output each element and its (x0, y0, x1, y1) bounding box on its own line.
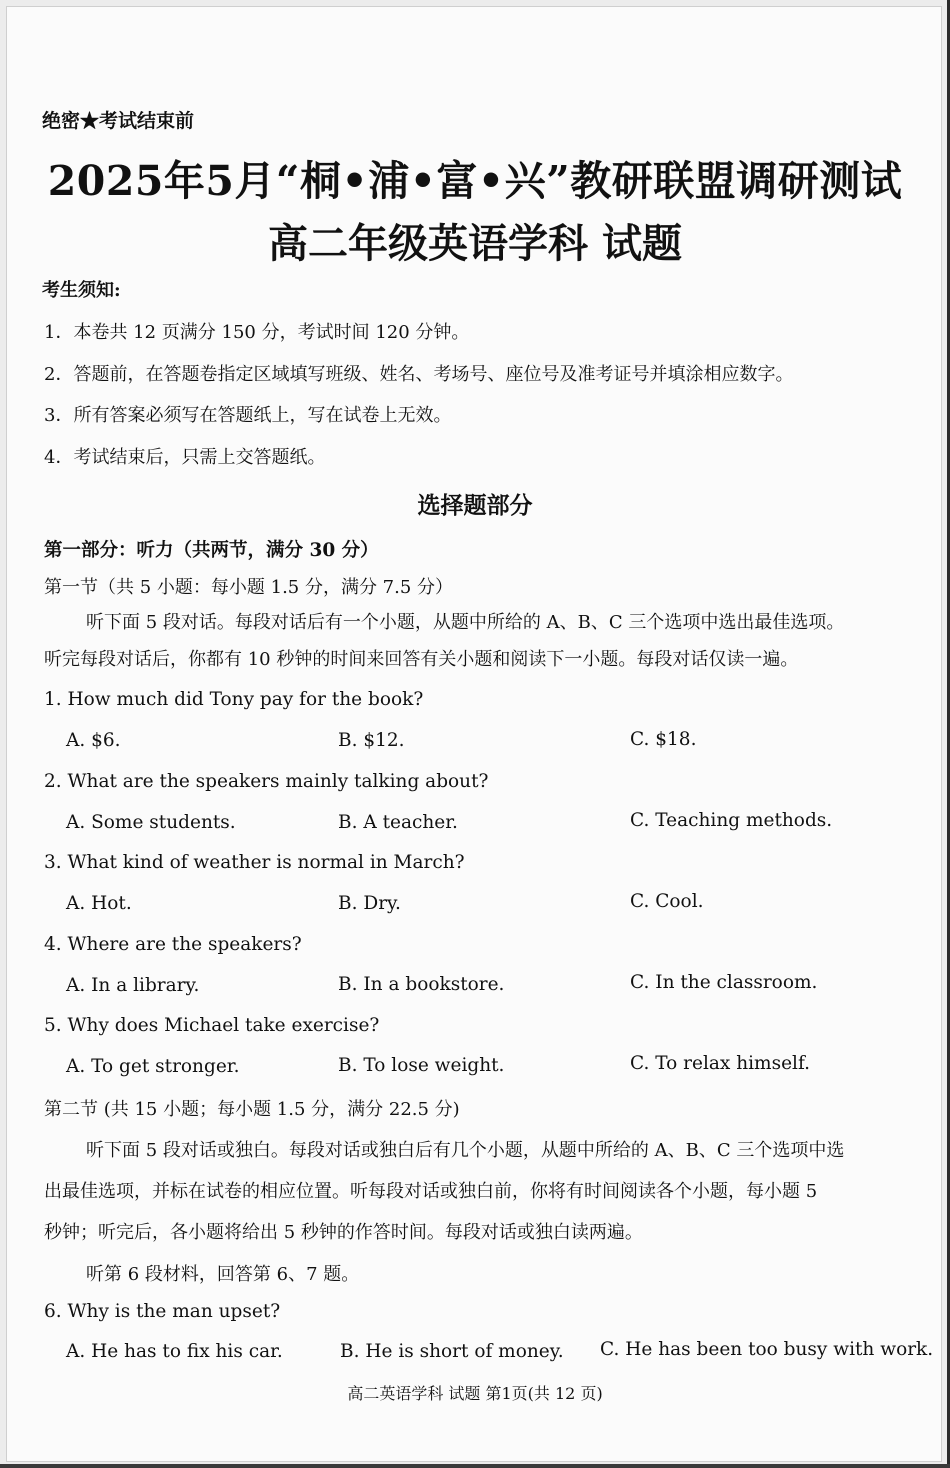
notice-item: 4．考试结束后，只需上交答题纸。 (44, 447, 326, 468)
exam-subtitle: 高二年级英语学科 试题 (268, 220, 682, 267)
confidential-label: 绝密★考试结束前 (42, 110, 195, 132)
option-a: A. To get stronger. (66, 1056, 240, 1077)
option-b: B. To lose weight. (338, 1055, 505, 1076)
question-stem: 1. How much did Tony pay for the book? (44, 689, 424, 710)
part1-heading: 第一部分：听力（共两节，满分 30 分） (44, 540, 379, 561)
option-b: B. $12. (338, 730, 405, 751)
section1-instruction: 听下面 5 段对话。每段对话后有一个小题，从题中所给的 A、B、C 三个选项中选出最佳选项。 (86, 612, 845, 633)
section2-instruction: 出最佳选项，并标在试卷的相应位置。听每段对话或独白前，你将有时间阅读各个小题，每小题 5 (44, 1181, 818, 1202)
question-stem: 5. Why does Michael take exercise? (44, 1015, 380, 1036)
section2-instruction: 听下面 5 段对话或独白。每段对话或独白后有几个小题，从题中所给的 A、B、C 三个选项中选 (86, 1140, 845, 1161)
option-a: A. $6. (66, 730, 121, 751)
option-a: A. Hot. (66, 893, 132, 914)
section2-heading: 第二节 (共 15 小题；每小题 1.5 分，满分 22.5 分) (44, 1099, 460, 1120)
notice-item: 3．所有答案必须写在答题纸上，写在试卷上无效。 (44, 405, 452, 426)
option-a: A. In a library. (66, 975, 200, 996)
exam-title: 2025年5月“桐•浦•富•兴”教研联盟调研测试 (47, 157, 903, 205)
option-c: C. $18. (630, 729, 697, 750)
material-instruction: 听第 6 段材料，回答第 6、7 题。 (86, 1264, 360, 1285)
option-b: B. He is short of money. (340, 1341, 564, 1362)
section2-instruction: 秒钟；听完后，各小题将给出 5 秒钟的作答时间。每段对话或独白读两遍。 (44, 1222, 643, 1243)
section-heading: 选择题部分 (417, 492, 533, 519)
notice-item: 2．答题前，在答题卷指定区域填写班级、姓名、考场号、座位号及准考证号并填涂相应数字。 (44, 364, 794, 385)
question-stem: 6. Why is the man upset? (44, 1301, 281, 1322)
question-stem: 4. Where are the speakers? (44, 934, 302, 955)
question-stem: 2. What are the speakers mainly talking about? (44, 771, 489, 792)
option-c: C. In the classroom. (630, 972, 818, 993)
option-c: C. To relax himself. (630, 1053, 811, 1074)
question-stem: 3. What kind of weather is normal in March? (44, 852, 465, 873)
scan-edge-bottom (0, 1464, 950, 1468)
option-a: A. Some students. (66, 812, 236, 833)
option-c: C. Cool. (630, 891, 704, 912)
option-b: B. In a bookstore. (338, 974, 505, 995)
option-c: C. He has been too busy with work. (600, 1339, 934, 1360)
notice-item: 1．本卷共 12 页满分 150 分，考试时间 120 分钟。 (44, 322, 470, 343)
option-b: B. Dry. (338, 893, 401, 914)
page-footer: 高二英语学科 试题 第1页(共 12 页) (347, 1384, 603, 1403)
notice-heading: 考生须知: (42, 280, 121, 301)
section1-instruction: 听完每段对话后，你都有 10 秒钟的时间来回答有关小题和阅读下一小题。每段对话仅读一遍。 (44, 649, 799, 670)
option-c: C. Teaching methods. (630, 810, 833, 831)
section1-heading: 第一节（共 5 小题：每小题 1.5 分，满分 7.5 分） (44, 577, 454, 598)
option-b: B. A teacher. (338, 812, 458, 833)
option-a: A. He has to fix his car. (66, 1341, 283, 1362)
